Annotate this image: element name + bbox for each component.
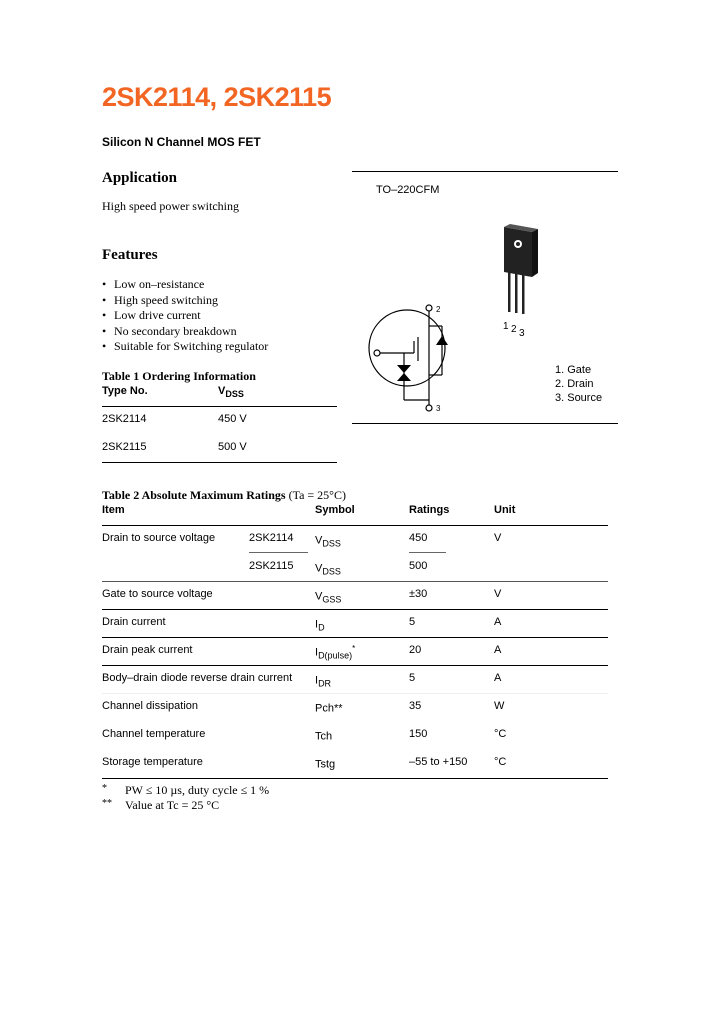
row-unit: W <box>494 700 505 712</box>
row-unit: A <box>494 672 502 684</box>
pin-label-source: 3. Source <box>555 392 603 404</box>
divider <box>102 693 608 694</box>
divider <box>102 581 608 582</box>
symbol-main: I <box>315 646 319 659</box>
row-rating: 450 <box>409 532 428 544</box>
symbol-main: V <box>315 534 323 547</box>
row-item: Body–drain diode reverse drain current <box>102 672 293 684</box>
row-unit: V <box>494 532 502 544</box>
divider <box>352 423 618 424</box>
row-symbol <box>315 532 341 549</box>
row-symbol <box>315 756 335 773</box>
symbol-subscript: D <box>318 622 325 633</box>
divider <box>102 609 608 610</box>
schematic-label: 3 <box>436 404 441 413</box>
table2-header: Unit <box>494 504 516 516</box>
row-rating: 500 <box>409 560 428 572</box>
application-heading: Application <box>102 170 178 186</box>
features-heading: Features <box>102 247 158 263</box>
page-title: 2SK2114, 2SK2115 <box>102 82 332 112</box>
divider <box>102 778 608 779</box>
subtitle: Silicon N Channel MOS FET <box>102 135 261 149</box>
divider <box>102 406 337 407</box>
row-symbol <box>315 700 343 717</box>
table1-cell: 2SK2114 <box>102 413 147 425</box>
pin-number: 1 <box>503 321 509 332</box>
row-unit: °C <box>494 728 507 740</box>
row-symbol <box>315 644 355 661</box>
application-text: High speed power switching <box>102 199 239 213</box>
symbol-subscript: GSS <box>322 594 342 605</box>
feature-item: Low drive current <box>114 308 201 322</box>
table1-title: Table 1 Ordering Information <box>102 369 256 383</box>
row-unit: V <box>494 588 502 600</box>
symbol-subscript: DSS <box>322 566 341 577</box>
table1-cell: 450 V <box>218 413 247 425</box>
package-drawing <box>352 215 552 415</box>
symbol-main: V <box>315 562 323 575</box>
vdss-subscript: DSS <box>225 389 244 399</box>
bullet-icon: • <box>102 308 107 322</box>
pin-number: 2 <box>511 324 517 335</box>
footnote-text: PW ≤ 10 µs, duty cycle ≤ 1 % <box>125 783 270 797</box>
vdss-symbol: V <box>218 385 226 397</box>
feature-item: Suitable for Switching regulator <box>114 339 269 353</box>
row-item: Drain peak current <box>102 644 193 656</box>
row-symbol <box>315 588 341 605</box>
table1-cell: 500 V <box>218 441 247 453</box>
row-rating: –55 to +150 <box>409 756 468 768</box>
bullet-icon: • <box>102 339 107 353</box>
row-item: Drain current <box>102 616 166 628</box>
pin-number: 3 <box>519 328 525 339</box>
divider <box>352 171 618 172</box>
pin-label-gate: 1. Gate <box>555 364 592 376</box>
package-name: TO–220CFM <box>376 184 440 196</box>
row-type: 2SK2114 <box>249 532 294 544</box>
symbol-main: Pch** <box>315 702 343 715</box>
divider <box>102 462 337 463</box>
row-rating: 20 <box>409 644 422 656</box>
footnote-mark: ** <box>102 798 112 809</box>
feature-item: No secondary breakdown <box>114 323 237 338</box>
row-rating: ±30 <box>409 588 428 600</box>
row-symbol <box>315 672 331 689</box>
mosfet-schematic-icon <box>369 305 445 411</box>
table1-cell: 2SK2115 <box>102 441 147 453</box>
bullet-icon: • <box>102 323 107 338</box>
table1-header-vdss <box>218 385 244 399</box>
symbol-main: V <box>315 590 323 603</box>
symbol-subscript: D(pulse) <box>318 650 353 661</box>
divider <box>102 525 608 526</box>
symbol-subscript: DSS <box>322 538 341 549</box>
row-unit: A <box>494 616 502 628</box>
divider <box>102 637 608 638</box>
row-symbol <box>315 616 325 633</box>
row-type: 2SK2115 <box>249 560 294 572</box>
symbol-main: I <box>315 674 319 687</box>
row-unit: °C <box>494 756 507 768</box>
divider <box>102 665 608 666</box>
table2-header: Symbol <box>315 504 355 516</box>
row-rating: 35 <box>409 700 422 712</box>
row-item: Gate to source voltage <box>102 588 213 600</box>
symbol-main: Tstg <box>315 758 336 771</box>
table2-header: Ratings <box>409 504 450 516</box>
row-item: Drain to source voltage <box>102 532 216 544</box>
divider <box>409 552 446 553</box>
to220-package-icon <box>504 224 538 314</box>
bullet-icon: • <box>102 292 107 307</box>
symbol-superscript: * <box>352 644 356 653</box>
footnote-mark: * <box>102 783 107 794</box>
table2-header: Item <box>102 504 125 516</box>
row-item: Channel dissipation <box>102 700 199 712</box>
feature-item: High speed switching <box>114 292 218 307</box>
symbol-main: I <box>315 618 319 631</box>
bullet-icon: • <box>102 277 107 291</box>
table2-title <box>102 488 346 503</box>
row-unit: A <box>494 644 502 656</box>
divider <box>249 552 308 553</box>
row-item: Storage temperature <box>102 756 203 768</box>
row-rating: 5 <box>409 672 416 684</box>
row-rating: 5 <box>409 616 416 628</box>
table2-condition: (Ta = 25°C) <box>288 488 346 502</box>
row-symbol <box>315 728 332 745</box>
table2-title-text: Table 2 Absolute Maximum Ratings <box>102 488 286 502</box>
table1-header-type: Type No. <box>102 385 148 397</box>
pin-label-drain: 2. Drain <box>555 378 594 390</box>
row-symbol <box>315 560 341 577</box>
row-rating: 150 <box>409 728 428 740</box>
row-item: Channel temperature <box>102 728 206 740</box>
symbol-main: Tch <box>315 730 333 743</box>
footnote-text: Value at Tc = 25 °C <box>125 798 220 812</box>
schematic-label: 2 <box>436 305 441 314</box>
symbol-subscript: DR <box>318 678 332 689</box>
feature-item: Low on–resistance <box>114 277 205 291</box>
